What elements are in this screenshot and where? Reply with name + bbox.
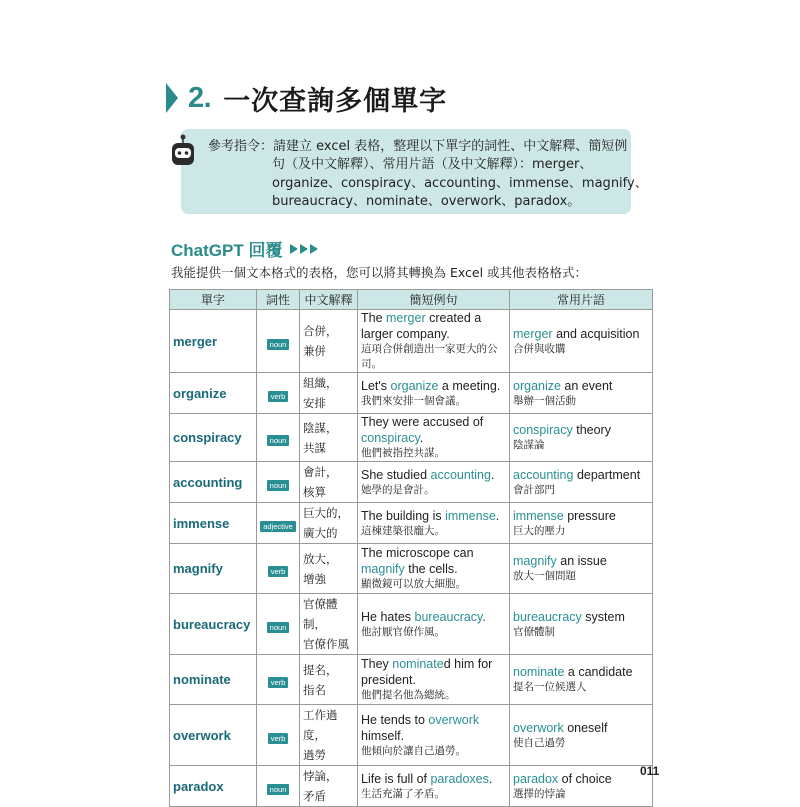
word-cell: [170, 594, 257, 655]
example-post: .: [482, 609, 486, 624]
word-cell: [170, 414, 257, 462]
phrase-cell: [510, 594, 653, 655]
meaning-line-1: 官僚體制，: [303, 597, 338, 631]
phrase-en: [513, 508, 649, 524]
word-cell: [170, 705, 257, 766]
word-text: immense: [173, 515, 230, 531]
meaning-cell: [300, 503, 358, 544]
phrase-post: system: [581, 609, 625, 624]
meaning-line-2: 核算: [303, 485, 326, 499]
example-highlight: nominate: [392, 657, 444, 671]
example-pre: The: [361, 311, 387, 325]
example-pre: Life is full of: [361, 771, 431, 786]
pos-badge: verb: [268, 391, 289, 402]
example-post: himself.: [361, 728, 405, 743]
phrase-zh: 選擇的悖論: [513, 787, 566, 800]
phrase-en: [513, 378, 649, 394]
table-row: [170, 594, 653, 655]
example-pre: She studied: [361, 467, 431, 482]
pos-cell: [257, 544, 300, 594]
meaning-line-2: 安排: [303, 396, 326, 410]
table-row: [170, 503, 653, 544]
prompt-line-4: bureaucracy、nominate、overwork、paradox。: [272, 194, 581, 209]
phrase-en: [513, 720, 649, 736]
phrase-zh: 陰謀論: [513, 439, 545, 451]
example-post: .: [419, 431, 424, 445]
pos-badge: verb: [268, 566, 289, 577]
example-cell: [358, 503, 510, 544]
phrase-highlight: conspiracy: [513, 423, 573, 437]
word-text: overwork: [173, 727, 231, 743]
meaning-cell: [300, 310, 358, 373]
pos-cell: [257, 705, 300, 766]
example-en: [361, 656, 506, 688]
header-phrase: 常用片語: [510, 290, 653, 310]
example-en: [361, 414, 506, 446]
meaning-cell: [300, 414, 358, 462]
page-number: 011: [640, 764, 660, 778]
example-cell: [358, 766, 510, 807]
table-row: [170, 310, 653, 373]
phrase-cell: [510, 705, 653, 766]
pos-badge: verb: [268, 733, 289, 744]
phrase-zh: 巨大的壓力: [513, 524, 566, 537]
pos-badge: noun: [267, 435, 290, 446]
word-text: paradox: [173, 778, 224, 794]
example-zh: 他們提名他為總統。: [361, 689, 456, 701]
table-row: [170, 462, 653, 503]
example-en: [361, 467, 506, 483]
example-highlight: bureaucracy: [414, 609, 483, 624]
robot-icon: [170, 134, 196, 168]
meaning-line-2: 指名: [303, 682, 326, 697]
word-text: nominate: [173, 672, 231, 687]
phrase-post: pressure: [563, 508, 616, 523]
example-highlight: organize: [390, 378, 439, 393]
phrase-en: [513, 553, 649, 569]
phrase-cell: [510, 503, 653, 544]
phrase-highlight: accounting: [513, 467, 574, 482]
example-en: [361, 771, 506, 787]
example-cell: [358, 373, 510, 414]
word-cell: [170, 544, 257, 594]
example-en: [361, 712, 506, 744]
intro-text: 我能提供一個文本格式的表格，您可以將其轉換為 Excel 或其他表格格式：: [171, 265, 588, 280]
example-zh: 她學的是會計。: [361, 483, 435, 496]
phrase-post: an event: [560, 378, 613, 393]
meaning-line-1: 悖論，: [303, 769, 338, 783]
word-text: accounting: [173, 474, 243, 490]
pos-badge: noun: [267, 784, 290, 795]
word-cell: [170, 766, 257, 807]
pos-cell: [257, 766, 300, 807]
example-pre: He hates: [361, 609, 415, 624]
meaning-cell: [300, 705, 358, 766]
example-en: [361, 508, 506, 524]
example-cell: [358, 594, 510, 655]
phrase-en: [513, 609, 649, 625]
pos-cell: [257, 462, 300, 503]
word-text: organize: [173, 385, 227, 401]
word-text: magnify: [173, 561, 223, 576]
phrase-cell: [510, 310, 653, 373]
example-en: [361, 378, 506, 394]
example-zh: 他傾向於讓自己過勞。: [361, 744, 466, 757]
meaning-cell: [300, 655, 358, 705]
header-word: 單字: [170, 290, 257, 310]
phrase-cell: [510, 544, 653, 594]
word-cell: [170, 310, 257, 373]
meaning-line-2: 共謀: [303, 440, 326, 455]
phrase-highlight: magnify: [513, 554, 557, 568]
meaning-cell: [300, 544, 358, 594]
example-zh: 這棟建築很龐大。: [361, 524, 445, 537]
example-highlight: overwork: [428, 712, 480, 727]
example-highlight: merger: [386, 311, 426, 325]
phrase-post: department: [573, 467, 641, 482]
meaning-line-1: 組織，: [303, 376, 338, 390]
meaning-line-1: 放大，: [303, 551, 338, 566]
header-example: 簡短例句: [358, 290, 510, 310]
phrase-zh: 放大一個問題: [513, 570, 576, 582]
table-row: [170, 655, 653, 705]
meaning-line-2: 矛盾: [303, 789, 326, 803]
example-zh: 他討厭官僚作風。: [361, 625, 445, 638]
phrase-post: oneself: [563, 720, 608, 735]
meaning-line-2: 廣大的: [303, 526, 338, 540]
example-cell: [358, 705, 510, 766]
phrase-highlight: bureaucracy: [513, 609, 582, 624]
chatgpt-heading: [171, 236, 320, 261]
pos-badge: noun: [267, 339, 290, 350]
example-zh: 這項合併創造出一家更大的公司。: [361, 343, 498, 370]
example-highlight: immense: [445, 508, 496, 523]
meaning-line-2: 增強: [303, 571, 326, 586]
phrase-zh: 使自己過勞: [513, 736, 566, 749]
meaning-line-1: 合併，: [303, 324, 338, 338]
example-en: [361, 609, 506, 625]
vocabulary-table: [169, 289, 653, 807]
example-cell: [358, 414, 510, 462]
chevron-right-icon: [166, 83, 178, 113]
example-post: a meeting.: [438, 378, 501, 393]
triple-arrow-icon: [290, 244, 320, 254]
phrase-highlight: immense: [513, 508, 564, 523]
phrase-post: of choice: [558, 771, 612, 786]
example-cell: [358, 462, 510, 503]
example-highlight: paradoxes: [430, 771, 489, 786]
phrase-zh: 提名一位候選人: [513, 681, 587, 693]
meaning-line-1: 陰謀，: [303, 420, 338, 435]
phrase-highlight: merger: [513, 326, 553, 341]
table-header-row: [170, 290, 653, 310]
example-post: the cells.: [404, 562, 458, 576]
meaning-line-2: 兼併: [303, 344, 326, 358]
meaning-line-1: 提名，: [303, 662, 338, 677]
meaning-cell: [300, 766, 358, 807]
example-post: d him for president.: [361, 657, 493, 687]
example-pre: They were accused of: [361, 415, 484, 429]
phrase-post: and acquisition: [552, 326, 640, 341]
phrase-highlight: nominate: [513, 665, 565, 679]
example-highlight: magnify: [361, 562, 405, 576]
phrase-highlight: overwork: [513, 720, 564, 735]
meaning-cell: [300, 462, 358, 503]
word-text: conspiracy: [173, 430, 242, 445]
table-row: [170, 766, 653, 807]
example-en: [361, 310, 506, 342]
example-pre: Let's: [361, 378, 391, 393]
example-zh: 我們來安排一個會議。: [361, 394, 466, 407]
chatgpt-heading-text: ChatGPT 回覆: [171, 241, 283, 260]
phrase-cell: [510, 655, 653, 705]
phrase-cell: [510, 414, 653, 462]
section-number: 2.: [188, 81, 212, 114]
pos-badge: verb: [268, 677, 289, 688]
pos-badge: noun: [267, 622, 290, 633]
section-title: [166, 80, 447, 116]
example-post: .: [488, 771, 493, 786]
pos-cell: [257, 414, 300, 462]
example-zh: 他們被指控共謀。: [361, 447, 445, 459]
example-post: .: [495, 508, 500, 523]
example-cell: [358, 544, 510, 594]
example-pre: The microscope can: [361, 546, 474, 560]
meaning-cell: [300, 594, 358, 655]
phrase-highlight: organize: [513, 378, 561, 393]
example-pre: They: [361, 657, 393, 671]
phrase-post: an issue: [556, 554, 607, 568]
prompt-label: 參考指令：: [208, 139, 274, 154]
table-row: [170, 373, 653, 414]
phrase-zh: 合併與收購: [513, 342, 566, 355]
phrase-cell: [510, 373, 653, 414]
example-zh: 生活充滿了矛盾。: [361, 787, 445, 800]
meaning-cell: [300, 373, 358, 414]
phrase-cell: [510, 462, 653, 503]
section-heading: 一次查詢多個單字: [223, 85, 448, 117]
prompt-text-1: 請建立 excel 表格，整理以下單字的詞性、中文解釋、簡短例: [273, 139, 628, 154]
table-row: [170, 414, 653, 462]
pos-badge: noun: [267, 480, 290, 491]
example-post: created a larger company.: [361, 311, 482, 341]
header-meaning: 中文解釋: [300, 290, 358, 310]
prompt-line-3: organize、conspiracy、accounting、immense、magnify、: [272, 176, 648, 191]
phrase-en: [513, 422, 649, 438]
example-pre: He tends to: [361, 712, 429, 727]
meaning-line-2: 過勞: [303, 748, 326, 762]
word-text: merger: [173, 333, 218, 349]
meaning-line-1: 工作過度，: [303, 708, 338, 742]
phrase-zh: 會計部門: [513, 483, 555, 496]
word-text: bureaucracy: [173, 616, 251, 632]
header-pos: 詞性: [257, 290, 300, 310]
example-pre: The building is: [361, 508, 446, 523]
example-post: .: [490, 467, 495, 482]
example-highlight: conspiracy: [361, 431, 420, 445]
pos-cell: [257, 594, 300, 655]
meaning-line-2: 官僚作風: [303, 637, 349, 651]
phrase-cell: [510, 766, 653, 807]
phrase-post: theory: [572, 423, 611, 437]
example-highlight: accounting: [430, 467, 491, 482]
example-en: [361, 545, 506, 577]
pos-badge: adjective: [260, 521, 296, 532]
word-cell: [170, 462, 257, 503]
word-cell: [170, 503, 257, 544]
prompt-line-1: [208, 138, 627, 156]
phrase-en: [513, 467, 649, 483]
word-cell: [170, 373, 257, 414]
meaning-line-1: 巨大的，: [303, 506, 349, 520]
phrase-zh: 官僚體制: [513, 625, 555, 638]
pos-cell: [257, 373, 300, 414]
pos-cell: [257, 503, 300, 544]
meaning-line-1: 會計，: [303, 465, 338, 479]
prompt-line-2: 句（及中文解釋）、常用片語（及中文解釋）：merger、: [272, 157, 593, 172]
pos-cell: [257, 655, 300, 705]
pos-cell: [257, 310, 300, 373]
table-row: [170, 705, 653, 766]
phrase-en: [513, 664, 649, 680]
example-zh: 顯微鏡可以放大細胞。: [361, 578, 466, 590]
phrase-highlight: paradox: [513, 771, 559, 786]
example-cell: [358, 310, 510, 373]
word-cell: [170, 655, 257, 705]
table-row: [170, 544, 653, 594]
phrase-zh: 舉辦一個活動: [513, 394, 576, 407]
phrase-post: a candidate: [564, 665, 633, 679]
phrase-en: [513, 326, 649, 342]
example-cell: [358, 655, 510, 705]
phrase-en: [513, 771, 649, 787]
